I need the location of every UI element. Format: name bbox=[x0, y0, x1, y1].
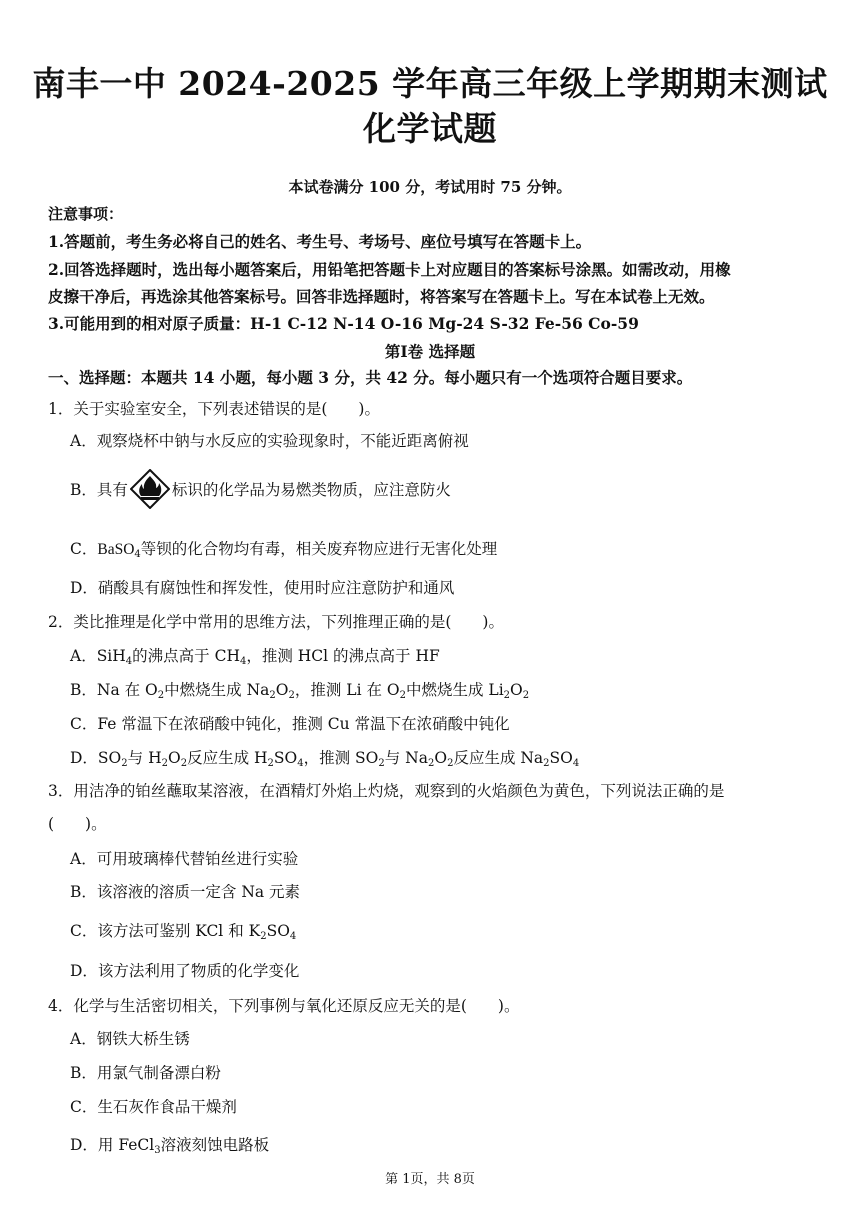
subscript: 2 bbox=[288, 690, 295, 701]
note-item: 皮擦干净后，再选涂其他答案标号。回答非选择题时，将答案写在答题卡上。写在本试卷上无效。 bbox=[48, 287, 715, 306]
text-run: ，推测 HCl 的沸点高于 HF bbox=[246, 647, 440, 665]
text-run: ，推测 SO bbox=[303, 749, 379, 767]
text-run: C．该方法可鉴别 KCl 和 K bbox=[70, 922, 261, 940]
text-run: O bbox=[434, 749, 448, 767]
subscript: 2 bbox=[121, 758, 128, 769]
q1-option-c-prefix: C． bbox=[70, 540, 98, 558]
subscript: 2 bbox=[399, 690, 406, 701]
exam-subject-title: 化学试题 bbox=[363, 109, 497, 148]
exam-info: 本试卷满分 100 分，考试用时 75 分钟。 bbox=[288, 178, 572, 196]
exam-title: 南丰一中 2024-2025 学年高三年级上学期期末测试 bbox=[32, 64, 828, 103]
question-3-stem: 3．用洁净的铂丝蘸取某溶液，在酒精灯外焰上灼烧，观察到的火焰颜色为黄色，下列说法正确的是 bbox=[48, 782, 725, 800]
q3-option-d: D．该方法利用了物质的化学变化 bbox=[70, 962, 300, 980]
subscript: 2 bbox=[180, 758, 188, 769]
question-4-stem: 4．化学与生活密切相关，下列事例与氧化还原反应无关的是( )。 bbox=[48, 997, 520, 1015]
note-item: 3.可能用到的相对原子质量：H-1 C-12 N-14 O-16 Mg-24 S-32 Fe-56 Co-59 bbox=[48, 314, 639, 333]
q1-option-a: A．观察烧杯中钠与水反应的实验现象时，不能近距离俯视 bbox=[70, 432, 469, 450]
q1-option-b-suffix: 标识的化学品为易燃类物质，应注意防火 bbox=[171, 481, 451, 499]
text-run: 的沸点高于 CH bbox=[132, 647, 240, 665]
text-run: D．SO bbox=[70, 749, 122, 767]
note-item: 2.回答选择题时，选出每小题答案后，用铅笔把答题卡上对应题目的答案标号涂黑。如需改动，用橡 bbox=[48, 260, 731, 279]
q1-option-d: D．硝酸具有腐蚀性和挥发性，使用时应注意防护和通风 bbox=[70, 579, 455, 597]
subscript: 4 bbox=[125, 656, 133, 667]
text-run: O bbox=[275, 681, 289, 699]
subscript: 4 bbox=[297, 758, 304, 769]
subscript: 2 bbox=[522, 690, 530, 701]
question-2-stem: 2．类比推理是化学中常用的思维方法，下列推理正确的是( )。 bbox=[48, 613, 504, 631]
section-title: 第Ⅰ卷 选择题 bbox=[384, 342, 476, 361]
subscript: 2 bbox=[427, 758, 435, 769]
text-run: B．Na 在 O bbox=[70, 681, 158, 699]
subscript: 2 bbox=[267, 758, 274, 769]
text-run: D．用 FeCl bbox=[70, 1136, 155, 1154]
subscript: 4 bbox=[289, 931, 297, 942]
text-run: 中燃烧生成 Na bbox=[164, 681, 270, 699]
subscript: 2 bbox=[447, 758, 454, 769]
question-1-stem: 1．关于实验室安全，下列表述错误的是( )。 bbox=[48, 400, 380, 418]
q4-option-a: A．钢铁大桥生锈 bbox=[70, 1030, 190, 1048]
subscript: 4 bbox=[572, 758, 580, 769]
subscript: 2 bbox=[503, 690, 511, 701]
subscript: 3 bbox=[154, 1145, 161, 1156]
flame-icon bbox=[130, 469, 170, 509]
question-3-stem-cont: ( )。 bbox=[48, 815, 107, 833]
text-run: SO bbox=[273, 749, 298, 767]
text-run: O bbox=[167, 749, 181, 767]
text-run: SO bbox=[266, 922, 290, 940]
subscript: 4 bbox=[239, 656, 247, 667]
subscript: 2 bbox=[161, 758, 168, 769]
text-run: ，推测 Li 在 O bbox=[294, 681, 400, 699]
subscript: 2 bbox=[378, 758, 385, 769]
q3-option-a: A．可用玻璃棒代替铂丝进行实验 bbox=[70, 850, 299, 868]
q4-option-d bbox=[70, 1133, 269, 1155]
q1-option-c-suffix: 等钡的化合物均有毒，相关废弃物应进行无害化处理 bbox=[140, 540, 498, 558]
q2-option-a bbox=[70, 644, 440, 666]
page-footer: 第 1页，共 8页 bbox=[385, 1172, 475, 1187]
q1-option-c-formula: BaSO bbox=[97, 541, 135, 558]
text-run: 与 Na bbox=[384, 749, 428, 767]
text-run: 反应生成 H bbox=[187, 749, 268, 767]
q2-option-b bbox=[70, 678, 529, 700]
q1-option-b-prefix: B．具有 bbox=[70, 481, 128, 499]
q4-option-c: C．生石灰作食品干燥剂 bbox=[70, 1098, 237, 1116]
q4-option-b: B．用氯气制备漂白粉 bbox=[70, 1064, 221, 1082]
subscript: 2 bbox=[269, 690, 276, 701]
subscript: 2 bbox=[157, 690, 165, 701]
section-instruction: 一、选择题：本题共 14 小题，每小题 3 分，共 42 分。每小题只有一个选项符合题目要求。 bbox=[48, 368, 693, 387]
subscript: 2 bbox=[260, 931, 267, 942]
text-run: SO bbox=[549, 749, 573, 767]
notes-title: 注意事项： bbox=[48, 205, 124, 223]
text-run: O bbox=[510, 681, 523, 699]
q1-option-b bbox=[70, 468, 451, 510]
q1-option-c bbox=[70, 537, 497, 559]
note-item: 1.答题前，考生务必将自己的姓名、考生号、考场号、座位号填写在答题卡上。 bbox=[48, 232, 592, 251]
q2-option-c: C．Fe 常温下在浓硝酸中钝化，推测 Cu 常温下在浓硝酸中钝化 bbox=[70, 715, 510, 733]
q3-option-b: B．该溶液的溶质一定含 Na 元素 bbox=[70, 883, 301, 901]
text-run: A．SiH bbox=[70, 647, 126, 665]
subscript: 2 bbox=[543, 758, 550, 769]
q1-option-c-sub: 4 bbox=[134, 549, 141, 560]
text-run: 与 H bbox=[127, 749, 162, 767]
q3-option-c bbox=[70, 919, 296, 941]
text-run: 中燃烧生成 Li bbox=[405, 681, 504, 699]
text-run: 反应生成 Na bbox=[453, 749, 544, 767]
q2-option-d bbox=[70, 746, 579, 768]
text-run: 溶液刻蚀电路板 bbox=[160, 1136, 270, 1154]
